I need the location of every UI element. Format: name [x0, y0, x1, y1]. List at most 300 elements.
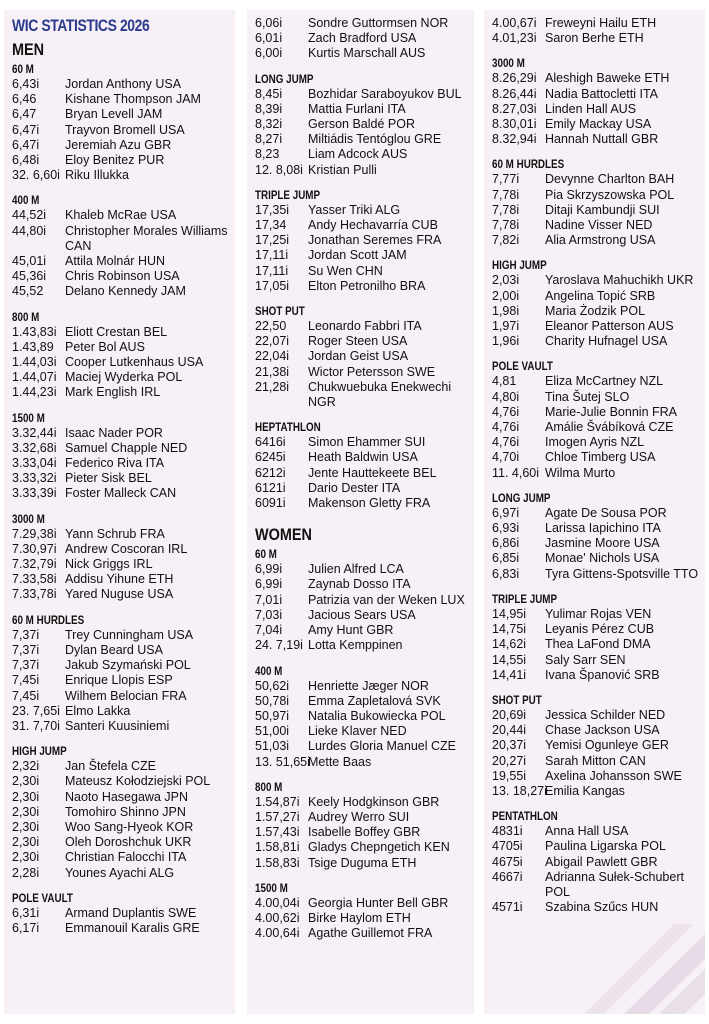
result-row	[255, 319, 468, 334]
result-mark: 4,76i	[492, 435, 520, 450]
result-mark: 7,37i	[12, 627, 40, 642]
result-row	[255, 679, 468, 694]
result-row	[255, 31, 468, 46]
athlete-name: Jessica Schilder NED	[545, 707, 666, 722]
result-row	[12, 441, 229, 456]
athlete-name: Henriette Jæger NOR	[308, 678, 429, 693]
athlete-name: Miltiádis Tentóglou GRE	[308, 132, 442, 147]
result-mark: 7,04i	[255, 623, 283, 638]
athlete-name: Hannah Nuttall GBR	[545, 132, 659, 147]
result-row	[255, 248, 468, 263]
result-mark: 4831i	[492, 824, 523, 839]
result-mark: 45,36i	[12, 269, 47, 284]
athlete-name: Yulimar Rojas VEN	[545, 606, 652, 621]
result-mark: 7,78i	[492, 202, 520, 217]
result-row	[492, 754, 699, 769]
result-row	[492, 855, 699, 870]
result-row	[492, 900, 699, 915]
result-row	[12, 820, 229, 835]
result-mark: 17,11i	[255, 248, 289, 263]
result-row	[492, 784, 699, 799]
result-row	[492, 304, 699, 319]
result-mark: 7,78i	[492, 218, 520, 233]
result-mark: 7,78i	[492, 187, 520, 202]
result-mark: 4667i	[492, 869, 523, 884]
athlete-name: Peter Bol AUS	[65, 339, 145, 354]
result-mark: 11. 4,60i	[492, 465, 540, 480]
result-row	[492, 289, 699, 304]
event-heading-heptathlon: HEPTATHLON	[255, 420, 321, 435]
result-row	[492, 334, 699, 349]
event-heading-3000-m: 3000 M	[12, 511, 45, 526]
result-row	[492, 769, 699, 784]
athlete-name: Jasmine Moore USA	[545, 536, 660, 551]
result-row	[492, 102, 699, 117]
result-row	[12, 224, 229, 254]
result-mark: 4.00,67i	[492, 16, 537, 30]
athlete-name: Emma Zapletalová SVK	[308, 693, 441, 708]
result-row	[12, 456, 229, 471]
result-row	[12, 123, 229, 138]
result-row	[492, 132, 699, 147]
result-mark: 17,05i	[255, 278, 290, 293]
athlete-name: Saron Berhe ETH	[545, 31, 644, 46]
result-mark: 50,97i	[255, 708, 290, 723]
athlete-name: Angelina Topić SRB	[545, 288, 656, 303]
athlete-name: Imogen Ayris NZL	[545, 435, 645, 450]
result-mark: 50,62i	[255, 678, 290, 693]
athlete-name: Zach Bradford USA	[308, 31, 417, 46]
event-heading-1500-m: 1500 M	[12, 410, 45, 425]
result-row	[12, 153, 229, 168]
athlete-name: Larissa Iapichino ITA	[545, 521, 661, 536]
result-row	[492, 435, 699, 450]
athlete-name: Wilma Murto	[545, 465, 616, 480]
result-mark: 14,55i	[492, 652, 527, 667]
result-row	[492, 390, 699, 405]
athlete-name: Pia Skrzyszowska POL	[545, 187, 675, 202]
result-row	[255, 365, 468, 380]
result-mark: 17,11i	[255, 263, 289, 278]
athlete-name: Eleanor Patterson AUS	[545, 319, 674, 334]
result-mark: 2,30i	[12, 789, 40, 804]
result-mark: 14,62i	[492, 637, 527, 652]
result-row	[12, 704, 229, 719]
result-mark: 7,37i	[12, 658, 40, 673]
athlete-name: Saly Sarr SEN	[545, 652, 626, 667]
event-heading-triple-jump: TRIPLE JUMP	[492, 591, 558, 606]
result-mark: 7.33,78i	[12, 587, 57, 602]
result-row	[492, 521, 699, 536]
athlete-name: Sondre Guttormsen NOR	[308, 16, 449, 30]
athlete-name: Marie-Julie Bonnin FRA	[545, 404, 677, 419]
column-2	[247, 10, 474, 1014]
result-row	[255, 380, 468, 410]
athlete-name: Bryan Levell JAM	[65, 107, 163, 122]
result-row	[12, 385, 229, 400]
result-mark: 3.33,39i	[12, 486, 57, 501]
result-mark: 1,96i	[492, 334, 520, 349]
result-mark: 24. 7,19i	[255, 638, 303, 653]
result-row	[12, 921, 229, 936]
athlete-name: Kristian Pulli	[308, 162, 377, 177]
result-mark: 7,03i	[255, 607, 283, 622]
result-row	[255, 102, 468, 117]
result-row	[12, 643, 229, 658]
athlete-name: Mateusz Kołodziejski POL	[65, 774, 211, 789]
event-heading-800-m: 800 M	[12, 309, 40, 324]
athlete-name: Jeremiah Azu GBR	[65, 137, 172, 152]
athlete-name: Andrew Coscoran IRL	[65, 541, 188, 556]
result-row	[255, 132, 468, 147]
athlete-name: Charity Hufnagel USA	[545, 334, 668, 349]
athlete-name: Patrizia van der Weken LUX	[308, 592, 465, 607]
athlete-name: Agathe Guillemot FRA	[308, 926, 433, 941]
result-mark: 51,00i	[255, 724, 290, 739]
result-row	[492, 420, 699, 435]
result-mark: 7,45i	[12, 688, 40, 703]
athlete-name: Wictor Petersson SWE	[308, 364, 436, 379]
result-mark: 13. 51,65i	[255, 754, 310, 769]
result-row	[12, 719, 229, 734]
result-mark: 1,98i	[492, 303, 520, 318]
result-mark: 4571i	[492, 900, 523, 915]
result-row	[255, 203, 468, 218]
result-row	[492, 839, 699, 854]
athlete-name: Christopher Morales Williams CAN	[65, 223, 228, 253]
result-row	[492, 172, 699, 187]
athlete-name: Attila Molnár HUN	[65, 254, 166, 269]
result-row	[255, 163, 468, 178]
athlete-name: Chukwuebuka Enekwechi NGR	[308, 379, 452, 410]
event-heading-60-m-hurdles: 60 M HURDLES	[12, 612, 85, 627]
result-row	[492, 87, 699, 102]
result-row	[492, 233, 699, 248]
result-row	[12, 835, 229, 850]
column-3	[484, 10, 705, 1014]
athlete-name: Kishane Thompson JAM	[65, 92, 201, 107]
result-mark: 8.30,01i	[492, 117, 537, 132]
result-row	[255, 926, 468, 941]
result-mark: 6212i	[255, 465, 286, 480]
result-mark: 44,80i	[12, 223, 47, 238]
result-mark: 4.00,64i	[255, 926, 300, 941]
athlete-name: Anna Hall USA	[545, 824, 629, 839]
result-mark: 1.58,81i	[255, 840, 300, 855]
athlete-name: Gladys Chepngetich KEN	[308, 840, 450, 855]
result-mark: 6,86i	[492, 536, 520, 551]
result-mark: 6,17i	[12, 920, 40, 935]
result-mark: 31. 7,70i	[12, 718, 60, 733]
result-mark: 4,70i	[492, 450, 520, 465]
result-mark: 7,77i	[492, 172, 520, 187]
athlete-name: Jordan Anthony USA	[65, 77, 182, 91]
result-row	[12, 673, 229, 688]
athlete-name: Mattia Furlani ITA	[308, 101, 406, 116]
athlete-name: Lotta Kemppinen	[308, 638, 403, 653]
result-mark: 1.44,23i	[12, 385, 57, 400]
athlete-name: Maciej Wyderka POL	[65, 370, 183, 385]
result-mark: 1.57,43i	[255, 825, 300, 840]
athlete-name: Julien Alfred LCA	[308, 562, 404, 577]
result-mark: 6,01i	[255, 31, 283, 46]
result-row	[492, 218, 699, 233]
result-row	[255, 264, 468, 279]
result-row	[492, 653, 699, 668]
athlete-name: Eloy Benitez PUR	[65, 153, 165, 168]
result-mark: 4.00,62i	[255, 910, 300, 925]
athlete-name: Tina Šutej SLO	[545, 389, 630, 404]
athlete-name: Delano Kennedy JAM	[65, 284, 186, 299]
result-row	[255, 16, 468, 31]
result-row	[255, 466, 468, 481]
result-row	[255, 755, 468, 770]
result-row	[255, 450, 468, 465]
result-row	[255, 825, 468, 840]
result-row	[12, 284, 229, 299]
athlete-name: Eliza McCartney NZL	[545, 374, 664, 389]
result-mark: 2,30i	[12, 804, 40, 819]
result-row	[255, 608, 468, 623]
event-heading-800-m: 800 M	[255, 779, 283, 794]
result-mark: 44,52i	[12, 208, 47, 223]
result-mark: 6,48i	[12, 153, 40, 168]
result-row	[255, 911, 468, 926]
result-row	[492, 405, 699, 420]
result-mark: 6091i	[255, 496, 286, 511]
result-row	[255, 709, 468, 724]
result-mark: 20,44i	[492, 723, 527, 738]
result-mark: 14,95i	[492, 606, 527, 621]
athlete-name: Axelina Johansson SWE	[545, 768, 682, 783]
athlete-name: Pieter Sisk BEL	[65, 471, 152, 486]
event-heading-long-jump: LONG JUMP	[492, 490, 551, 505]
result-row	[255, 724, 468, 739]
athlete-name: Agate De Sousa POR	[545, 505, 667, 520]
result-mark: 6245i	[255, 450, 286, 465]
result-row	[12, 805, 229, 820]
event-heading-high-jump: HIGH JUMP	[492, 258, 547, 273]
result-row	[12, 572, 229, 587]
result-mark: 50,78i	[255, 693, 290, 708]
athlete-name: Addisu Yihune ETH	[65, 572, 174, 587]
event-heading-60-m-hurdles: 60 M HURDLES	[492, 157, 565, 172]
result-mark: 6,31i	[12, 905, 40, 920]
athlete-name: Jakub Szymański POL	[65, 658, 191, 673]
result-mark: 3.33,32i	[12, 471, 57, 486]
athlete-name: Chloe Timberg USA	[545, 450, 656, 465]
result-row	[492, 273, 699, 288]
result-mark: 6,93i	[492, 521, 520, 536]
result-row	[492, 824, 699, 839]
athlete-name: Yaroslava Mahuchikh UKR	[545, 273, 694, 288]
result-row	[255, 349, 468, 364]
event-heading-pole-vault: POLE VAULT	[492, 359, 553, 374]
result-mark: 6,99i	[255, 562, 283, 577]
result-row	[492, 551, 699, 566]
event-heading-long-jump: LONG JUMP	[255, 71, 314, 86]
result-row	[12, 426, 229, 441]
athlete-name: Santeri Kuusiniemi	[65, 718, 170, 733]
result-mark: 7.32,79i	[12, 557, 57, 572]
result-mark: 4.00,04i	[255, 895, 300, 910]
result-row	[12, 906, 229, 921]
athlete-name: Isabelle Boffey GBR	[308, 825, 421, 840]
athlete-name: Dario Dester ITA	[308, 480, 401, 495]
athlete-name: Ditaji Kambundji SUI	[545, 202, 660, 217]
result-row	[255, 46, 468, 61]
athlete-name: Naoto Hasegawa JPN	[65, 789, 188, 804]
result-row	[12, 254, 229, 269]
result-mark: 14,75i	[492, 622, 527, 637]
result-row	[12, 77, 229, 92]
result-row	[12, 587, 229, 602]
athlete-name: Foster Malleck CAN	[65, 486, 177, 501]
athlete-name: Yemisi Ogunleye GER	[545, 738, 669, 753]
page-title: WIC STATISTICS 2026	[12, 16, 150, 35]
athlete-name: Szabina Szűcs HUN	[545, 900, 659, 915]
athlete-name: Enrique Llopis ESP	[65, 673, 173, 688]
result-mark: 4,76i	[492, 420, 520, 435]
athlete-name: Monae' Nichols USA	[545, 551, 660, 566]
result-row	[492, 450, 699, 465]
result-mark: 2,00i	[492, 288, 520, 303]
spacer	[255, 511, 468, 521]
athlete-name: Jonathan Seremes FRA	[308, 233, 442, 248]
athlete-name: Yasser Triki ALG	[308, 202, 401, 217]
result-row	[12, 92, 229, 107]
result-mark: 17,34	[255, 218, 287, 233]
result-mark: 19,55i	[492, 768, 527, 783]
athlete-name: Tyra Gittens-Spotsville TTO	[545, 566, 699, 581]
result-mark: 3.33,04i	[12, 456, 57, 471]
event-heading-400-m: 400 M	[12, 193, 40, 208]
result-row	[492, 117, 699, 132]
result-mark: 6,43i	[12, 77, 40, 91]
athlete-name: Jordan Scott JAM	[308, 248, 407, 263]
result-mark: 2,32i	[12, 759, 40, 774]
result-row	[492, 668, 699, 683]
result-row	[12, 527, 229, 542]
result-mark: 1.58,83i	[255, 855, 300, 870]
event-heading-400-m: 400 M	[255, 663, 283, 678]
athlete-name: Riku Illukka	[65, 168, 129, 183]
result-mark: 6,99i	[255, 577, 283, 592]
athlete-name: Jente Hauttekeete BEL	[308, 465, 437, 480]
result-mark: 4,80i	[492, 389, 520, 404]
result-row	[492, 723, 699, 738]
result-row	[492, 16, 699, 31]
athlete-name: Elton Petronilho BRA	[308, 278, 426, 293]
athlete-name: Yared Nuguse USA	[65, 587, 174, 602]
athlete-name: Trey Cunningham USA	[65, 627, 194, 642]
athlete-name: Lieke Klaver NED	[308, 724, 407, 739]
result-mark: 1.43,89	[12, 339, 54, 354]
result-row	[255, 896, 468, 911]
athlete-name: Roger Steen USA	[308, 334, 408, 349]
result-row	[12, 557, 229, 572]
result-mark: 14,41i	[492, 667, 527, 682]
result-mark: 2,30i	[12, 774, 40, 789]
result-row	[492, 466, 699, 481]
result-row	[255, 562, 468, 577]
result-mark: 7,45i	[12, 673, 40, 688]
event-heading-3000-m: 3000 M	[492, 56, 525, 71]
athlete-name: Eliott Crestan BEL	[65, 324, 168, 339]
result-row	[12, 866, 229, 881]
athlete-name: Tsige Duguma ETH	[308, 855, 417, 870]
result-mark: 45,52	[12, 284, 44, 299]
result-mark: 6,06i	[255, 16, 283, 30]
athlete-name: Heath Baldwin USA	[308, 450, 418, 465]
athlete-name: Isaac Nader POR	[65, 425, 163, 440]
athlete-name: Lurdes Gloria Manuel CZE	[308, 739, 456, 754]
result-mark: 2,30i	[12, 819, 40, 834]
athlete-name: Maria Żodzik POL	[545, 303, 646, 318]
result-mark: 7,01i	[255, 592, 283, 607]
result-row	[255, 739, 468, 754]
result-row	[492, 607, 699, 622]
result-mark: 1,97i	[492, 319, 520, 334]
event-heading-triple-jump: TRIPLE JUMP	[255, 187, 321, 202]
result-row	[255, 334, 468, 349]
result-mark: 20,27i	[492, 753, 527, 768]
athlete-name: Federico Riva ITA	[65, 456, 165, 471]
athlete-name: Younes Ayachi ALG	[65, 865, 175, 880]
result-mark: 6,00i	[255, 46, 283, 61]
result-mark: 2,28i	[12, 865, 40, 880]
result-row	[12, 138, 229, 153]
result-row	[492, 203, 699, 218]
athlete-name: Audrey Werro SUI	[308, 809, 410, 824]
result-mark: 17,25i	[255, 233, 290, 248]
result-mark: 21,38i	[255, 364, 290, 379]
result-row	[255, 856, 468, 871]
athlete-name: Jordan Geist USA	[308, 349, 409, 364]
result-row	[255, 638, 468, 653]
athlete-name: Amálie Švábíková CZE	[545, 420, 674, 435]
result-row	[492, 374, 699, 389]
athlete-name: Amy Hunt GBR	[308, 623, 394, 638]
result-row	[12, 689, 229, 704]
result-mark: 22,04i	[255, 349, 290, 364]
athlete-name: Oleh Doroshchuk UKR	[65, 835, 192, 850]
result-mark: 45,01i	[12, 254, 47, 269]
result-row	[255, 810, 468, 825]
result-mark: 8.26,44i	[492, 86, 537, 101]
athlete-name: Nadine Visser NED	[545, 218, 653, 233]
athlete-name: Leyanis Pérez CUB	[545, 622, 655, 637]
athlete-name: Wilhem Belocian FRA	[65, 688, 187, 703]
result-row	[492, 506, 699, 521]
athlete-name: Yann Schrub FRA	[65, 526, 165, 541]
result-mark: 17,35i	[255, 202, 290, 217]
result-mark: 4.01,23i	[492, 31, 537, 46]
result-row	[492, 738, 699, 753]
athlete-name: Emilia Kangas	[545, 783, 625, 798]
event-heading-pentathlon: PENTATHLON	[492, 809, 558, 824]
result-mark: 7.29,38i	[12, 526, 57, 541]
result-mark: 6,83i	[492, 566, 520, 581]
result-mark: 12. 8,08i	[255, 162, 303, 177]
athlete-name: Natalia Bukowiecka POL	[308, 708, 446, 723]
athlete-name: Emmanouil Karalis GRE	[65, 920, 200, 935]
result-mark: 32. 6,60i	[12, 168, 60, 183]
athlete-name: Freweyni Hailu ETH	[545, 16, 657, 30]
column-1	[4, 10, 235, 1014]
result-mark: 1.54,87i	[255, 794, 300, 809]
athlete-name: Samuel Chapple NED	[65, 440, 188, 455]
